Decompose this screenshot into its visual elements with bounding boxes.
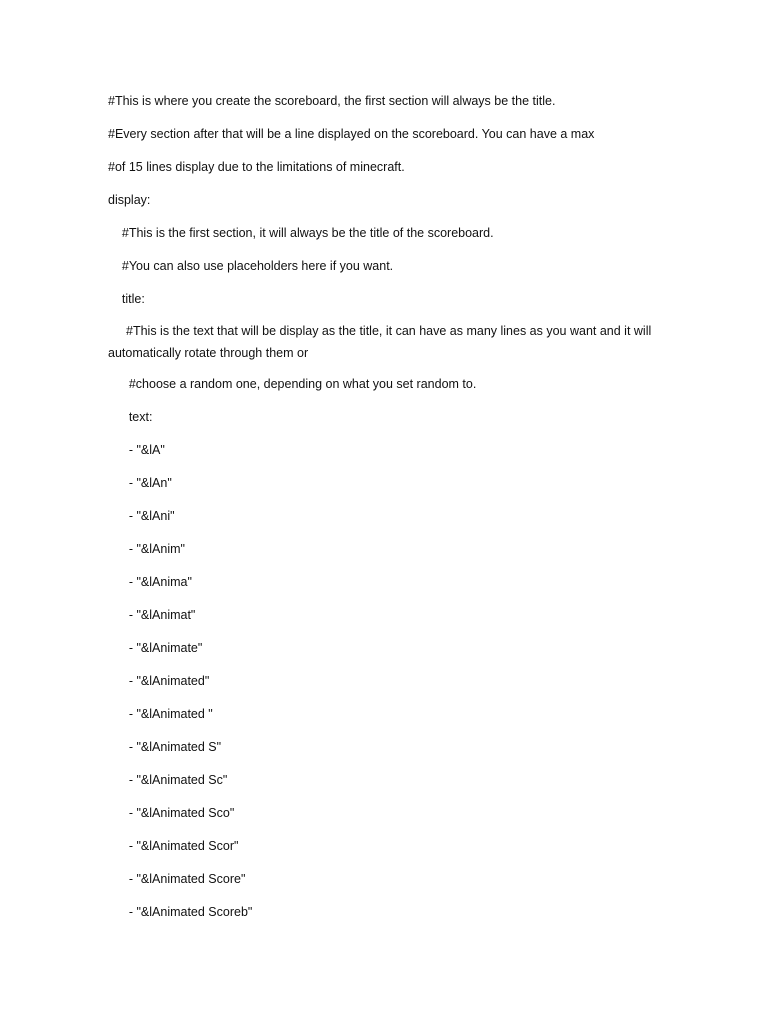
text-list-item: - "&lAn" (108, 476, 172, 490)
text-list-item: - "&lAnimated Scoreb" (108, 905, 253, 919)
config-key-title: title: (108, 292, 145, 306)
config-key-text: text: (108, 410, 153, 424)
text-list-item: - "&lAnimate" (108, 641, 203, 655)
text-list-item: - "&lAnimated Sc" (108, 773, 228, 787)
text-list-item: - "&lAnimated " (108, 707, 213, 721)
text-list-item: - "&lAni" (108, 509, 175, 523)
comment-line: #Every section after that will be a line displayed on the scoreboard. You can have a max (108, 127, 595, 141)
text-list-item: - "&lAnimat" (108, 608, 196, 622)
comment-line-wrapped: #This is the text that will be display as the title, it can have as many lines as you want and it will automatically rotate through them or (108, 324, 652, 360)
comment-line: #This is the first section, it will always be the title of the scoreboard. (108, 226, 494, 240)
config-key-display: display: (108, 193, 151, 207)
text-list-item: - "&lAnimated Sco" (108, 806, 235, 820)
text-list-item: - "&lAnimated S" (108, 740, 222, 754)
text-list-item: - "&lAnim" (108, 542, 185, 556)
text-list-item: - "&lAnimated Score" (108, 872, 246, 886)
comment-line: #of 15 lines display due to the limitations of minecraft. (108, 160, 405, 174)
text-list-item: - "&lAnima" (108, 575, 192, 589)
comment-line: #You can also use placeholders here if you want. (108, 259, 394, 273)
text-list-item: - "&lAnimated Scor" (108, 839, 239, 853)
text-list-item: - "&lAnimated" (108, 674, 210, 688)
comment-line: #This is where you create the scoreboard, the first section will always be the title. (108, 94, 556, 108)
comment-line: #choose a random one, depending on what you set random to. (108, 377, 477, 391)
text-list-item: - "&lA" (108, 443, 165, 457)
